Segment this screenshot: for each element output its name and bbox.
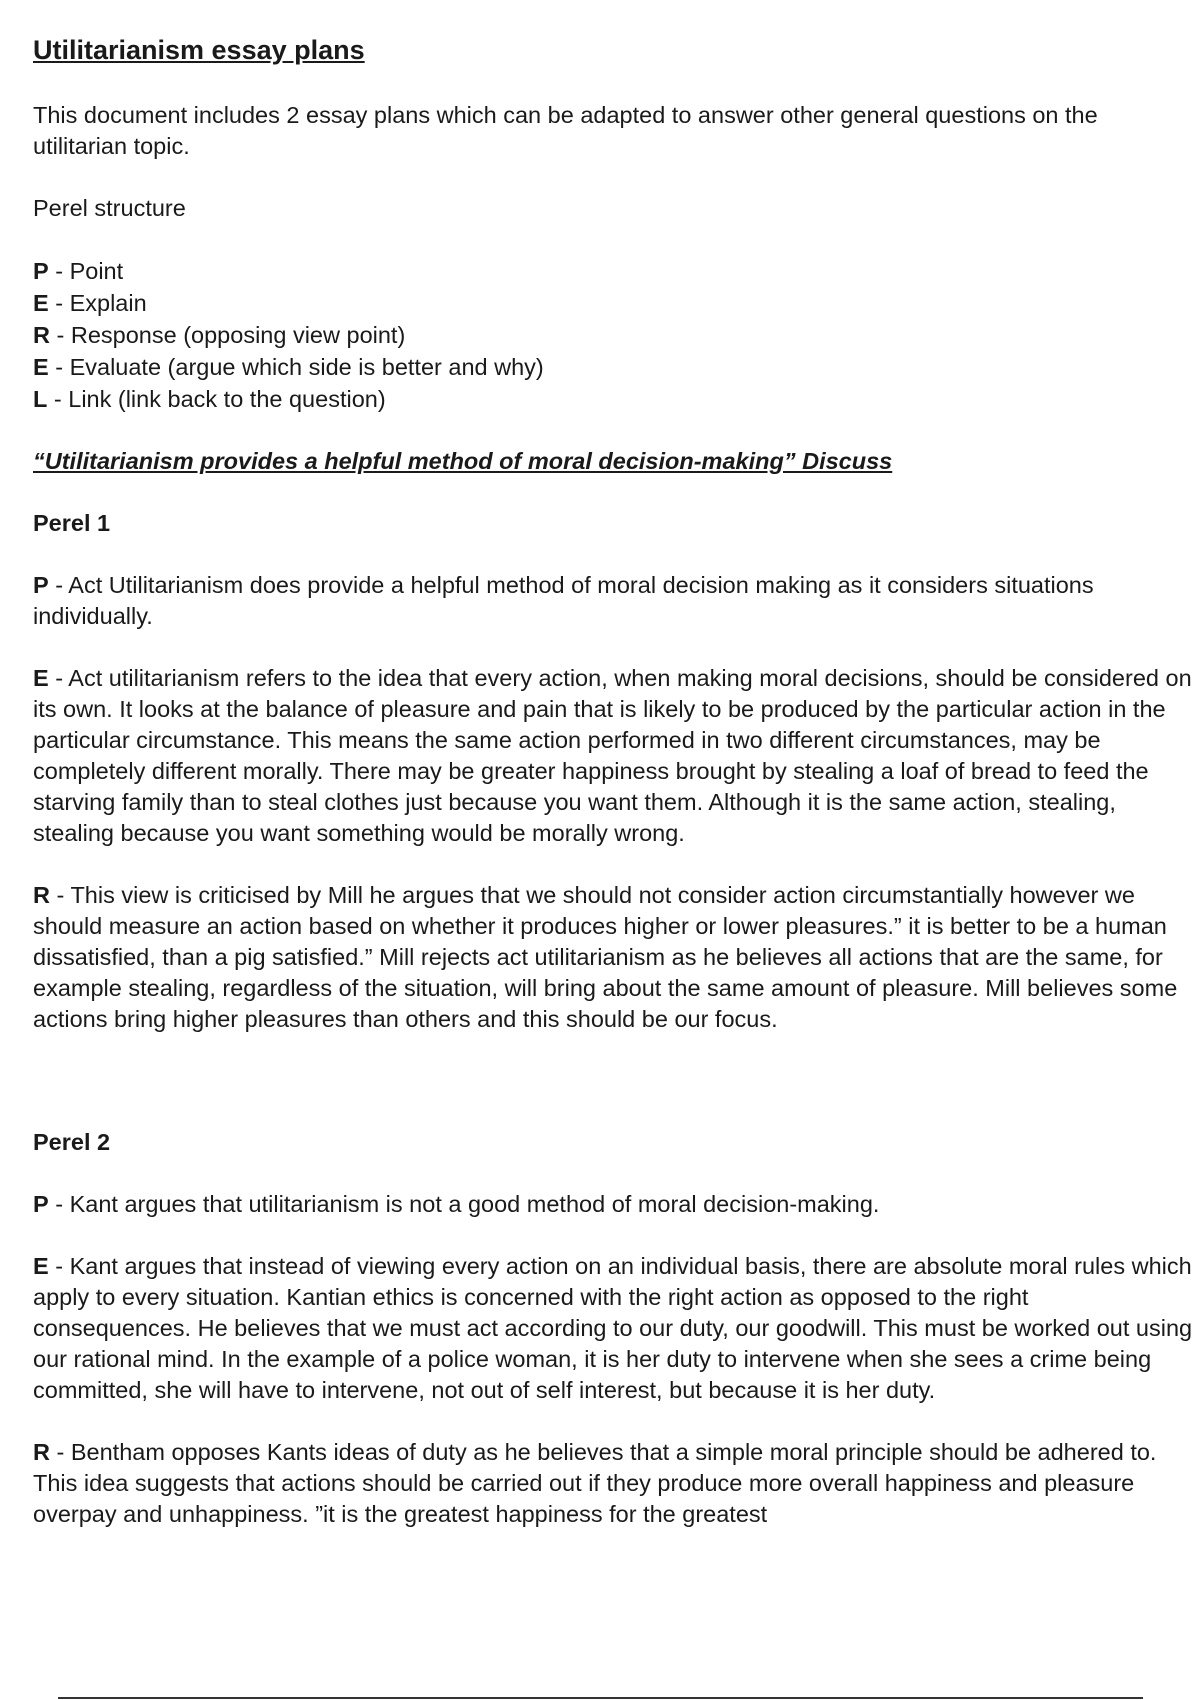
paragraph-text: - This view is criticised by Mill he argues that we should not consider action circumstantially however we should measure an action based on whether it produces higher or lower pleasures.” it is better to be a human dissatisfied, than a pig satisfied.” Mill rejects act utilitarianism as he believes all actions that are the same, for example stealing, regardless of the situation, will bring about the same amount of pleasure. Mill believes some actions bring higher pleasures than others and this should be our focus.	[33, 882, 1178, 1032]
paragraph-text: - Act utilitarianism refers to the idea that every action, when making moral decisions, should be considered on its own. It looks at the balance of pleasure and pain that is likely to be produced by the particular action in the particular circumstance. This means the same action performed in two different circumstances, may be completely different morally. There may be greater happiness brought by stealing a loaf of bread to feed the starving family than to steal clothes just because you want them. Although it is the same action, stealing, stealing because you want something would be morally wrong.	[33, 665, 1192, 846]
document-title: Utilitarianism essay plans	[33, 35, 365, 65]
perel-2-heading: Perel 2	[33, 1129, 111, 1155]
structure-item-response	[33, 319, 1193, 351]
paragraph-text: - Bentham opposes Kants ideas of duty as he believes that a simple moral principle should be adhered to. This idea suggests that actions should be carried out if they produce more overall happiness and pleasure overpay and unhappiness. ”it is the greatest happiness for the greatest	[33, 1439, 1157, 1527]
structure-letter: E	[33, 290, 49, 316]
structure-item-explain	[33, 287, 1193, 319]
paragraph-letter: E	[33, 1253, 49, 1279]
structure-list	[33, 255, 1193, 415]
perel-2-point	[33, 1189, 1193, 1220]
structure-item-point	[33, 255, 1193, 287]
paragraph-letter: P	[33, 1191, 49, 1217]
footer-divider	[58, 1697, 1143, 1699]
structure-item-evaluate	[33, 351, 1193, 383]
perel-1-response	[33, 880, 1193, 1035]
document-page	[33, 30, 1193, 1561]
paragraph-text: - Kant argues that instead of viewing every action on an individual basis, there are absolute moral rules which apply to every situation. Kantian ethics is concerned with the right action as opposed to the right consequences. He believes that we must act according to our duty, our goodwill. This must be worked out using our rational mind. In the example of a police woman, it is her duty to intervene when she sees a crime being committed, she will have to intervene, not out of self interest, but because it is her duty.	[33, 1253, 1193, 1403]
perel-2-explain	[33, 1251, 1193, 1406]
paragraph-letter: E	[33, 665, 49, 691]
structure-text: - Explain	[48, 290, 147, 316]
structure-letter: R	[33, 322, 50, 348]
intro-paragraph: This document includes 2 essay plans which can be adapted to answer other general questions on the utilitarian topic.	[33, 102, 1098, 159]
paragraph-letter: R	[33, 882, 50, 908]
structure-text: - Evaluate (argue which side is better and why)	[48, 354, 544, 380]
perel-2-response	[33, 1437, 1193, 1530]
structure-text: - Response (opposing view point)	[49, 322, 406, 348]
perel-1-explain	[33, 663, 1193, 849]
structure-letter: E	[33, 354, 49, 380]
structure-text: - Point	[48, 258, 124, 284]
paragraph-text: - Kant argues that utilitarianism is not a good method of moral decision-making.	[48, 1191, 880, 1217]
paragraph-letter: P	[33, 572, 49, 598]
structure-item-link	[33, 383, 1193, 415]
structure-letter: P	[33, 258, 49, 284]
perel-1-heading: Perel 1	[33, 510, 111, 536]
structure-letter: L	[33, 386, 48, 412]
paragraph-text: - Act Utilitarianism does provide a helpful method of moral decision making as it considers situations individually.	[33, 572, 1094, 629]
essay-question: “Utilitarianism provides a helpful method of moral decision-making” Discuss	[33, 448, 893, 474]
perel-1-point	[33, 570, 1193, 632]
paragraph-letter: R	[33, 1439, 50, 1465]
structure-label: Perel structure	[33, 195, 186, 221]
structure-text: - Link (link back to the question)	[47, 386, 386, 412]
